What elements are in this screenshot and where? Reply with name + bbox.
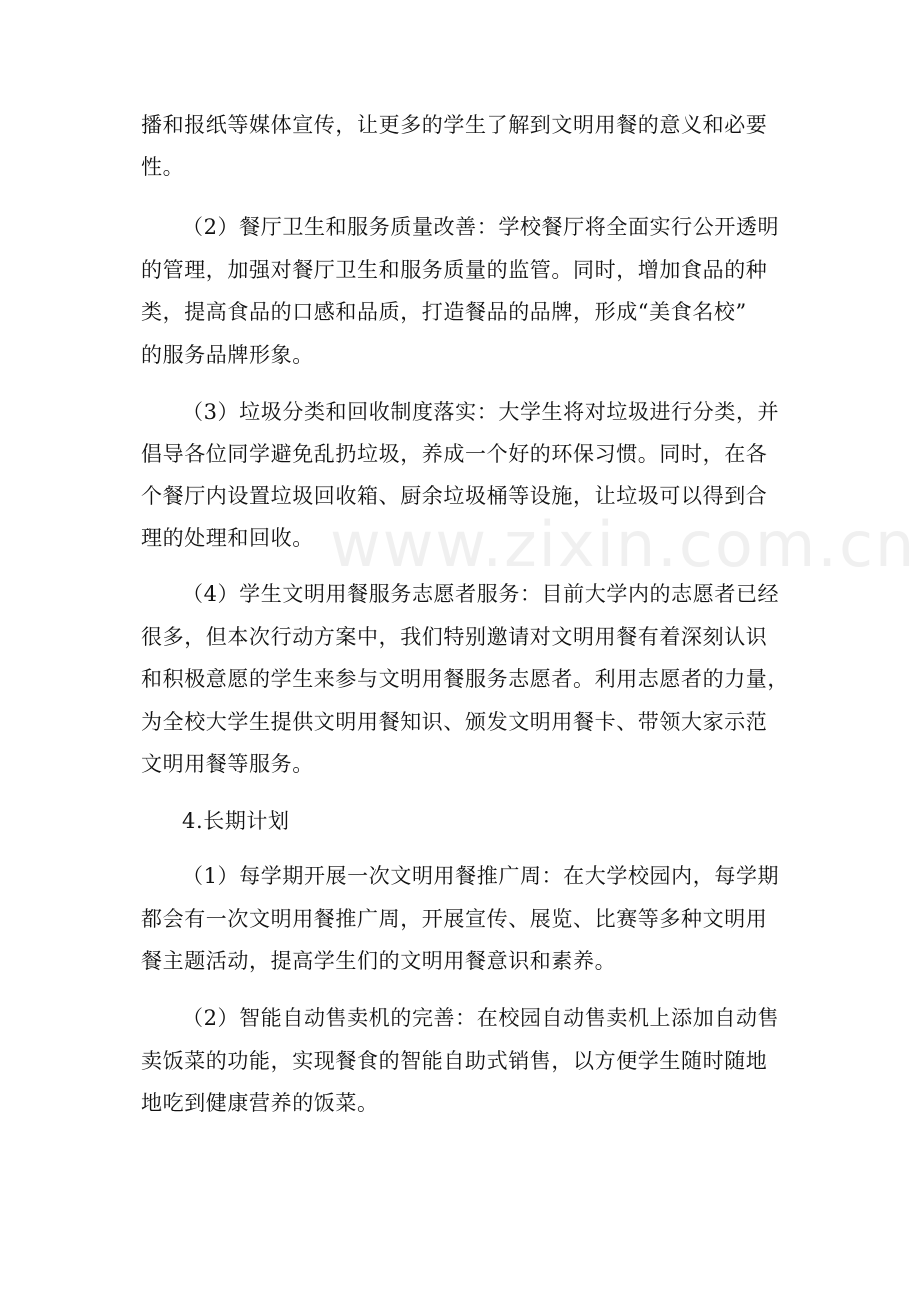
- paragraph-line: 性。: [141, 155, 185, 179]
- section-heading: 4.长期计划: [182, 809, 290, 833]
- paragraph-line: （3）垃圾分类和回收制度落实：大学生将对垃圾进行分类，并: [182, 400, 780, 424]
- paragraph-line: 地吃到健康营养的饭菜。: [141, 1091, 379, 1115]
- paragraph-line: 文明用餐等服务。: [141, 752, 314, 776]
- paragraph-line: 个餐厅内设置垃圾回收箱、厨余垃圾桶等设施，让垃圾可以得到合: [141, 484, 768, 508]
- paragraph-line: 倡导各位同学避免乱扔垃圾，养成一个好的环保习惯。同时，在各: [141, 442, 768, 466]
- paragraph-line: 餐主题活动，提高学生们的文明用餐意识和素养。: [141, 949, 617, 973]
- paragraph-line: 和积极意愿的学生来参与文明用餐服务志愿者。利用志愿者的力量，: [141, 667, 789, 691]
- paragraph-line: 播和报纸等媒体宣传，让更多的学生了解到文明用餐的意义和必要: [141, 113, 768, 137]
- paragraph-line: 很多，但本次行动方案中，我们特别邀请对文明用餐有着深刻认识: [141, 625, 768, 649]
- paragraph-line: 卖饭菜的功能，实现餐食的智能自助式销售，以方便学生随时随地: [141, 1049, 768, 1073]
- paragraph-line: 的服务品牌形象。: [141, 343, 314, 367]
- paragraph-line: （2）餐厅卫生和服务质量改善：学校餐厅将全面实行公开透明: [182, 215, 780, 239]
- paragraph-line: 为全校大学生提供文明用餐知识、颁发文明用餐卡、带领大家示范: [141, 710, 768, 734]
- paragraph-line: 类，提高食品的口感和品质，打造餐品的品牌，形成“美食名校”: [141, 300, 747, 324]
- paragraph-line: 的管理，加强对餐厅卫生和服务质量的监管。同时，增加食品的种: [141, 258, 768, 282]
- watermark: www.zixin.com.cn: [330, 508, 917, 581]
- paragraph-line: （4）学生文明用餐服务志愿者服务：目前大学内的志愿者已经: [182, 582, 780, 606]
- paragraph-line: （2）智能自动售卖机的完善：在校园自动售卖机上添加自动售: [182, 1006, 780, 1030]
- paragraph-line: 理的处理和回收。: [141, 526, 314, 550]
- paragraph-line: 都会有一次文明用餐推广周，开展宣传、展览、比赛等多种文明用: [141, 907, 768, 931]
- paragraph-line: （1）每学期开展一次文明用餐推广周：在大学校园内，每学期: [182, 864, 780, 888]
